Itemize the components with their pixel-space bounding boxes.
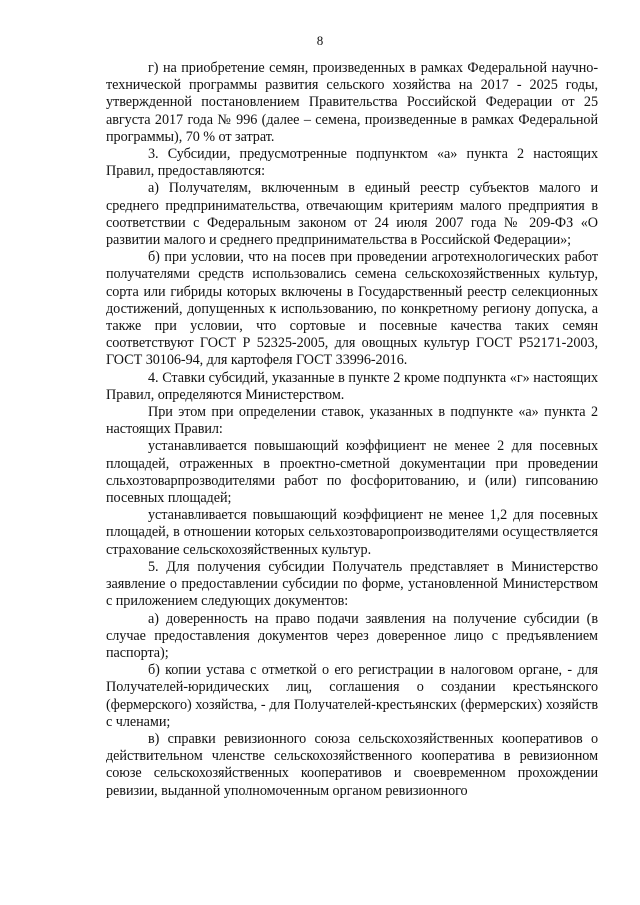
paragraph-clause-5: 5. Для получения субсидии Получатель представляет в Министерство заявление о предоставлении субсидии по форме, установленной Министерством с приложением следующих документов: <box>106 558 598 610</box>
paragraph-rates-note: При этом при определении ставок, указанных в подпункте «а» пункта 2 настоящих Правил: <box>106 404 598 438</box>
paragraph-clause-3: 3. Субсидии, предусмотренные подпунктом «а» пункта 2 настоящих Правил, предоставляются: <box>106 146 598 180</box>
page-number: 8 <box>316 33 324 48</box>
document-body <box>106 60 598 800</box>
paragraph-subitem-g: г) на приобретение семян, произведенных в рамках Федеральной научно-технической программы развития сельского хозяйства на 2017 - 2025 годы, утвержденной постановлением Правительства Российской Федерации от 25 августа 2017 года № 996 (далее – семена, произведенные в рамках Федеральной программы), 70 % от затрат. <box>106 60 598 145</box>
paragraph-subitem-b: б) при условии, что на посев при проведении агротехнологических работ получателями средств использовались семена сельскохозяйственных культур, сорта или гибриды которых включены в Государственный реестр селекционных достижений, допущенных к использованию, по конкретному региону допуска, а также при условии, что сортовые и посевные качества таких семян соответствуют ГОСТ Р 52325-2005, для овощных культур ГОСТ Р52171-2003, ГОСТ 30106-94, для картофеля ГОСТ 33996-2016. <box>106 249 598 369</box>
paragraph-coefficient-2: устанавливается повышающий коэффициент не менее 2 для посевных площадей, отраженных в проектно-сметной документации при проведении сльхозтоварпрозводителями работ по фосфоритованию, и (или) гипсованию посевных площадей; <box>106 438 598 507</box>
paragraph-coefficient-1-2: устанавливается повышающий коэффициент не менее 1,2 для посевных площадей, в отношении которых сельхозтоваропроизводителями осуществляется страхование сельскохозяйственных культур. <box>106 507 598 558</box>
paragraph-document-a: а) доверенность на право подачи заявления на получение субсидии (в случае предоставления документов через доверенное лицо с предъявлением паспорта); <box>106 610 598 661</box>
paragraph-document-b: б) копии устава с отметкой о его регистрации в налоговом органе, - для Получателей-юридических лиц, соглашения о создании крестьянского (фермерского) хозяйства, - для Получателей-крестьянских (фермерских) хозяйств с членами; <box>106 662 598 730</box>
paragraph-document-v: в) справки ревизионного союза сельскохозяйственных кооперативов о действительном членстве сельскохозяйственного кооператива в ревизионном союзе сельскохозяйственных кооперативов и своевременном прохождении ревизии, выданной уполномоченным органом ревизионного <box>106 730 598 799</box>
paragraph-clause-4: 4. Ставки субсидий, указанные в пункте 2 кроме подпункта «г» настоящих Правил, определяются Министерством. <box>106 369 598 403</box>
paragraph-subitem-a: а) Получателям, включенным в единый реестр субъектов малого и среднего предпринимательства, отвечающим критериям малого предприятия в соответствии с Федеральным законом от 24 июля 2007 года № 209-ФЗ «О развитии малого и среднего предпринимательства в Российской Федерации»; <box>106 180 598 249</box>
